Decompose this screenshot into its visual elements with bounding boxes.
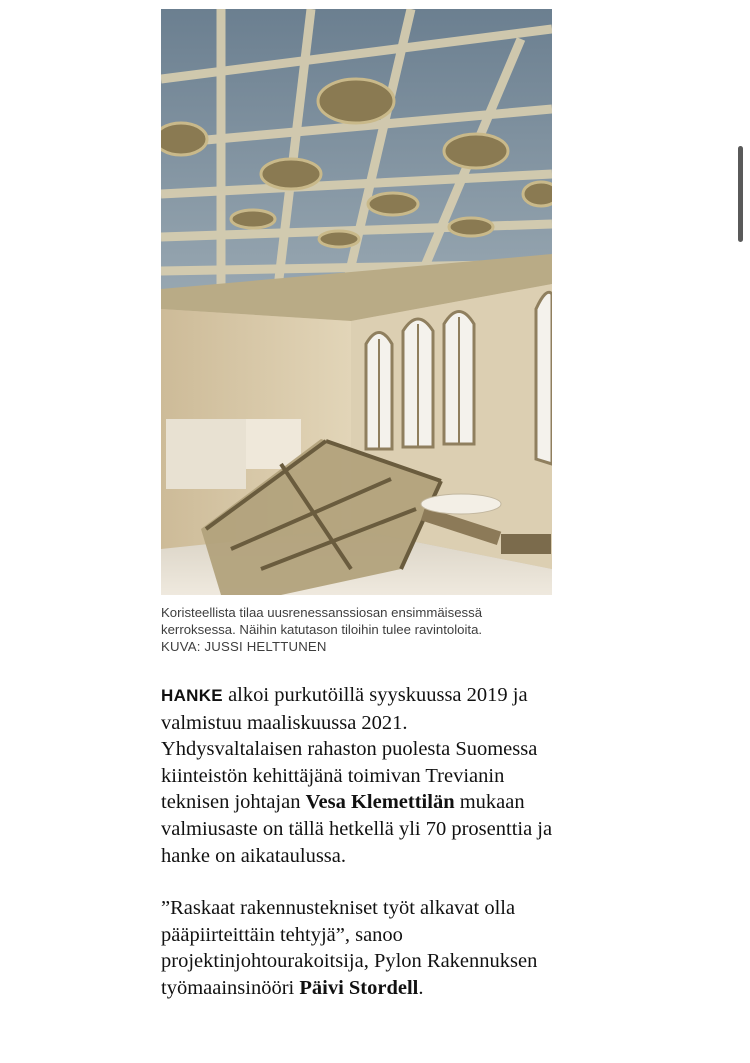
paragraph-1-text-a: alkoi purkutöillä syyskuussa 2019 ja valmistuu maaliskuussa 2021. Yhdysvaltalaisen rahaston puolesta Suomessa kiinteistön kehittäjänä toimivan Trevianin teknisen johtajan [161, 684, 538, 814]
paragraph-2-text-a: ”Raskaat rakennustekniset työt alkavat olla pääpiirteittäin tehtyjä”, sanoo projektinjohtourakoitsija, Pylon Rakennuksen työmaainsinööri [161, 897, 538, 999]
person-name-vesa: Vesa Klemettilän [305, 791, 455, 814]
paragraph-2-text-b: . [418, 976, 424, 999]
photo-caption [161, 604, 553, 655]
caption-text: Koristeellista tilaa uusrenessanssiosan ensimmäisessä kerroksessa. Näihin katutason tiloihin tulee ravintoloita. [161, 605, 483, 637]
scrollbar-thumb[interactable] [738, 146, 743, 242]
paragraph-2 [161, 895, 553, 1001]
lead-word: HANKE [161, 686, 223, 705]
article-photo [161, 9, 552, 595]
photo-credit: KUVA: JUSSI HELTTUNEN [161, 639, 327, 654]
paragraph-1 [161, 682, 553, 869]
photo-illustration [161, 9, 552, 595]
person-name-paivi: Päivi Stordell [299, 976, 419, 999]
article [161, 9, 553, 1002]
paragraph-1-text-b: mukaan valmiusaste on tällä hetkellä yli 70 prosenttia ja hanke on aikataulussa. [161, 791, 553, 867]
